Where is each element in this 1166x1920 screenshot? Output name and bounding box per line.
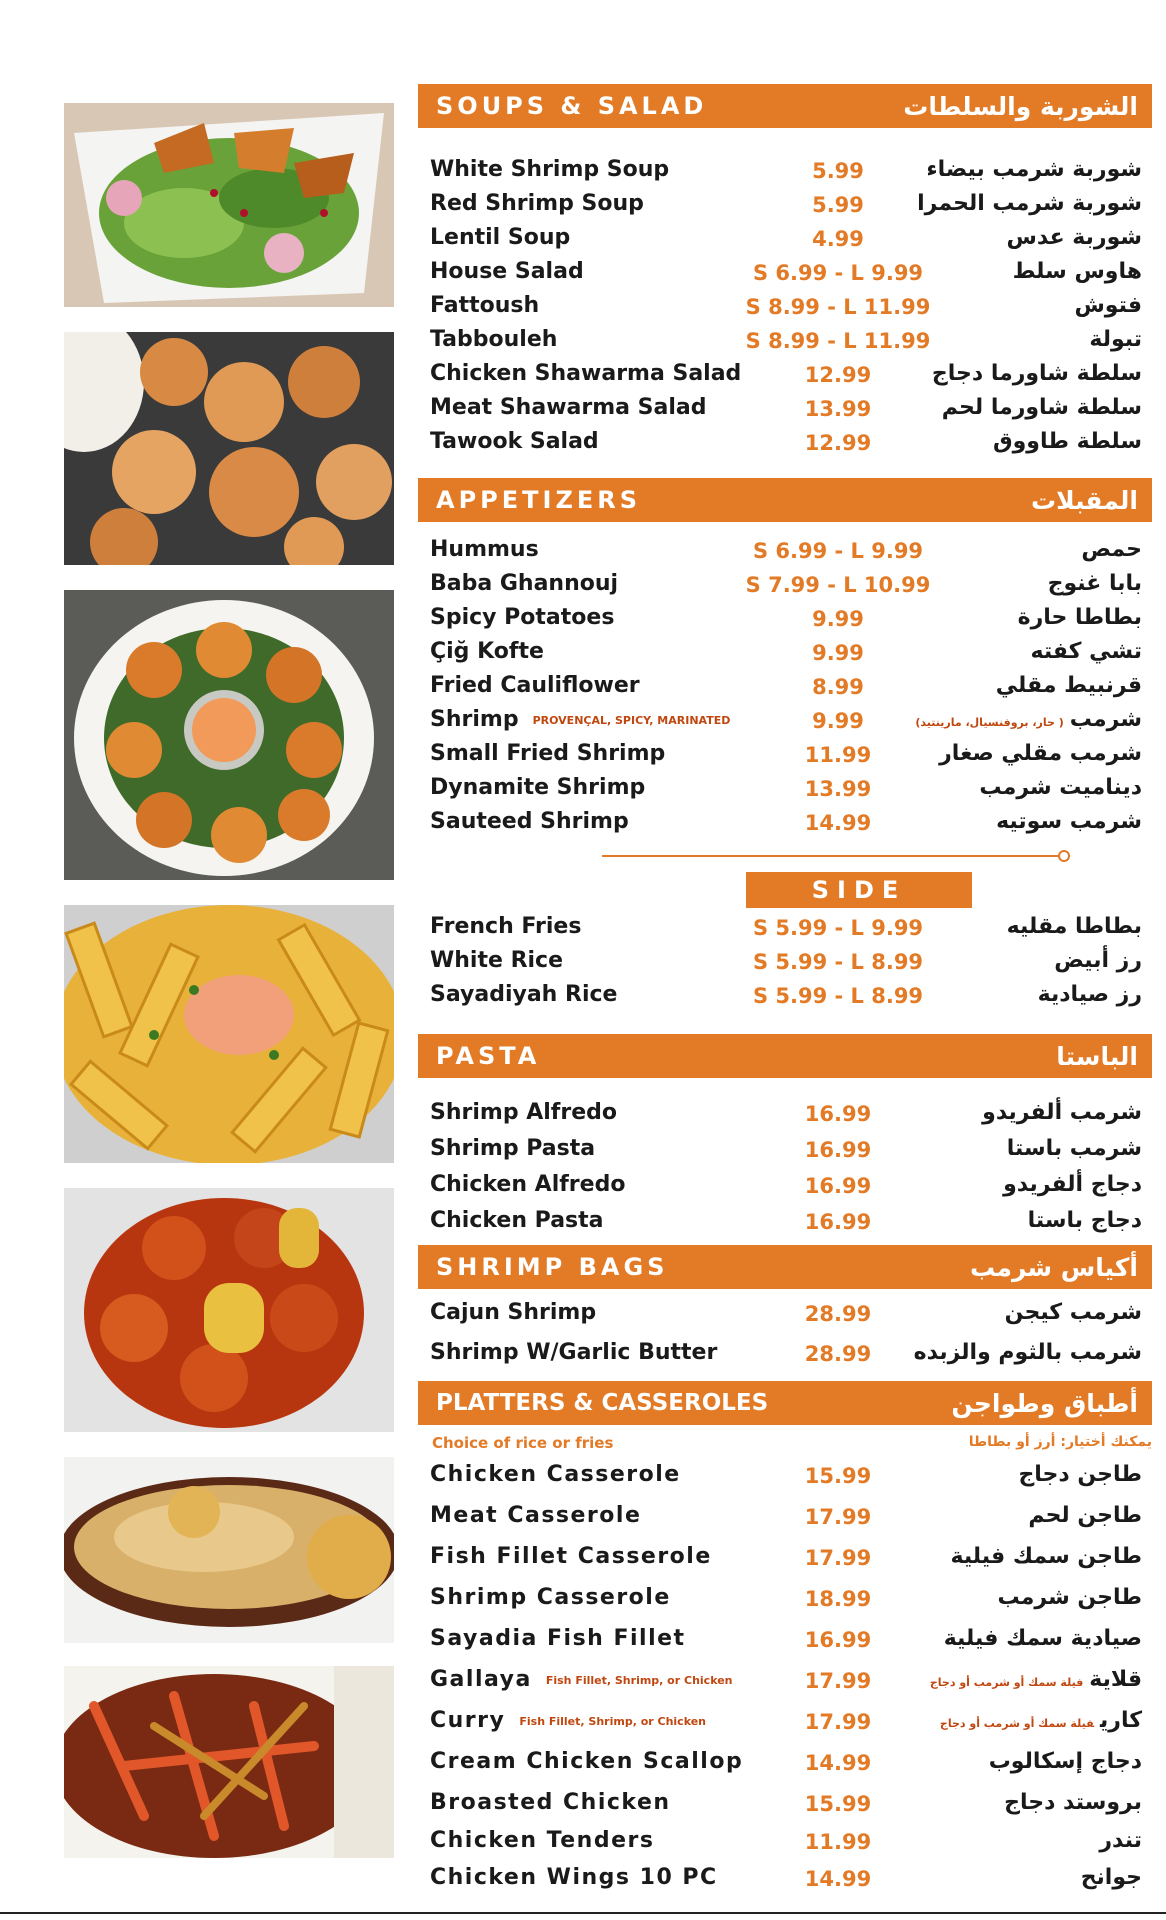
item-price: 16.99 <box>804 1628 872 1652</box>
item-name-ar: سلطة طاووق <box>992 429 1142 454</box>
menu-item <box>418 567 1152 601</box>
menu-item <box>418 357 1152 391</box>
item-price: S 5.99 - L 8.99 <box>752 950 924 974</box>
menu-item <box>418 1132 1152 1168</box>
item-name-ar: تشي كفته <box>1030 639 1142 664</box>
item-price: 5.99 <box>812 193 864 217</box>
item-name-ar: تبولة <box>1089 327 1142 352</box>
item-name: Chicken Tenders <box>430 1828 655 1853</box>
section-title-ar: أكياس شرمب <box>970 1252 1138 1282</box>
menu-item <box>418 1296 1152 1336</box>
item-name: Fish Fillet Casserole <box>430 1544 712 1569</box>
item-price: 16.99 <box>804 1210 872 1234</box>
menu-item <box>418 635 1152 669</box>
section-title-en: APPETIZERS <box>436 486 642 514</box>
item-name-ar: شرمب باستا <box>1006 1136 1142 1161</box>
item-price: 13.99 <box>804 777 872 801</box>
menu-item <box>418 1704 1152 1745</box>
item-name: House Salad <box>430 259 584 284</box>
item-note-ar: فيلة سمك أو شرمب أو دجاج <box>929 1676 1084 1689</box>
item-price: 16.99 <box>804 1174 872 1198</box>
item-name: Shrimp W/Garlic Butter <box>430 1340 718 1365</box>
item-name: Meat Casserole <box>430 1503 642 1528</box>
menu-item <box>418 1204 1152 1240</box>
item-price: 15.99 <box>804 1792 872 1816</box>
item-name-ar: قرنبيط مقلي <box>995 673 1142 698</box>
menu-item <box>418 289 1152 323</box>
item-name-ar: رز صيادية <box>1037 982 1142 1007</box>
item-name: Red Shrimp Soup <box>430 191 644 216</box>
divider-dot-icon <box>1058 850 1070 862</box>
item-name: Dynamite Shrimp <box>430 775 646 800</box>
cauliflower-photo <box>64 332 394 565</box>
menu-list-shrimp-bags <box>418 1296 1152 1376</box>
item-name-ar: ديناميت شرمب <box>979 775 1142 800</box>
menu-list-pasta <box>418 1096 1152 1240</box>
shrimp-bag-photo <box>64 1188 394 1432</box>
item-name-ar: شرمب بالثوم والزبده <box>913 1340 1142 1365</box>
item-price: S 6.99 - L 9.99 <box>752 261 924 285</box>
item-price: 16.99 <box>804 1138 872 1162</box>
item-price: 11.99 <box>804 1830 872 1854</box>
item-name-ar: دجاج ألفريدو <box>1003 1172 1142 1197</box>
item-price: 11.99 <box>804 743 872 767</box>
menu-item <box>418 601 1152 635</box>
menu-item <box>418 1499 1152 1540</box>
item-note: Fish Fillet, Shrimp, or Chicken <box>519 1714 707 1728</box>
section-divider <box>602 855 1062 857</box>
item-name-ar: شوربة عدس <box>1006 225 1142 250</box>
item-note: Fish Fillet, Shrimp, or Chicken <box>545 1673 733 1687</box>
item-name-ar: دجاج إسكالوب <box>988 1749 1142 1774</box>
item-name: Chicken Wings 10 PC <box>430 1865 718 1890</box>
item-price: 16.99 <box>804 1102 872 1126</box>
section-title-ar: الباستا <box>1056 1041 1138 1071</box>
item-name: Chicken Casserole <box>430 1462 681 1487</box>
item-name-ar: فتوش <box>1074 293 1142 318</box>
item-name-ar: بطاطا مقليه <box>1006 914 1142 939</box>
item-price: 15.99 <box>804 1464 872 1488</box>
menu-list-platters <box>418 1458 1152 1898</box>
item-price: 8.99 <box>812 675 864 699</box>
choice-note: Choice of rice or fries <box>432 1434 614 1452</box>
item-name-ar: شرمب سوتيه <box>996 809 1142 834</box>
item-name-ar: شوربة شرمب الحمرا <box>917 191 1142 216</box>
section-header-shrimp-bags <box>418 1245 1152 1289</box>
menu-item <box>418 153 1152 187</box>
menu-item <box>418 187 1152 221</box>
item-name-ar-text: شرمب <box>1069 707 1142 732</box>
item-name-ar: هاوس سلط <box>1012 259 1142 284</box>
menu-item <box>418 533 1152 567</box>
item-name: Small Fried Shrimp <box>430 741 666 766</box>
page-bottom-rule <box>0 1912 1166 1914</box>
item-name: Sayadia Fish Fillet <box>430 1626 686 1651</box>
item-price: 28.99 <box>804 1302 872 1326</box>
item-name-ar-text: قلاية <box>1089 1667 1142 1692</box>
item-name: White Shrimp Soup <box>430 157 670 182</box>
item-name-ar: صيادية سمك فيلية <box>943 1626 1142 1651</box>
item-name-ar: جوانح <box>1080 1865 1142 1890</box>
item-name: Lentil Soup <box>430 225 571 250</box>
menu-item <box>418 771 1152 805</box>
item-price: 28.99 <box>804 1342 872 1366</box>
menu-item <box>418 944 1152 978</box>
item-name: Sauteed Shrimp <box>430 809 629 834</box>
item-name: Shrimp Pasta <box>430 1136 596 1161</box>
item-price: 14.99 <box>804 1751 872 1775</box>
item-name-ar <box>915 707 1142 732</box>
section-title-ar: الشوربة والسلطات <box>903 91 1138 121</box>
item-price: 9.99 <box>812 607 864 631</box>
menu-list-soups <box>418 153 1152 459</box>
shrimp-pasta-photo <box>64 905 394 1163</box>
menu-item <box>418 1581 1152 1622</box>
item-name-text: Gallaya <box>430 1667 532 1692</box>
item-name-ar: شرمب كيجن <box>1004 1300 1142 1325</box>
menu-item <box>418 1786 1152 1824</box>
menu-item <box>418 1745 1152 1786</box>
item-note-ar: ( حار، بروفنسيال، مارينتيد) <box>915 716 1064 729</box>
item-name: Tawook Salad <box>430 429 599 454</box>
item-name: Çiğ Kofte <box>430 639 544 664</box>
item-name-ar: طاجن سمك فيلية <box>950 1544 1142 1569</box>
item-name-ar: حمص <box>1081 537 1142 562</box>
menu-item <box>418 1336 1152 1376</box>
menu-item <box>418 1096 1152 1132</box>
item-price: 17.99 <box>804 1669 872 1693</box>
item-name-ar: طاجن شرمب <box>997 1585 1142 1610</box>
section-header-soups <box>418 84 1152 128</box>
menu-item <box>418 669 1152 703</box>
item-name-ar: بطاطا حارة <box>1017 605 1142 630</box>
item-name: Broasted Chicken <box>430 1790 671 1815</box>
item-price: 13.99 <box>804 397 872 421</box>
item-price: S 5.99 - L 9.99 <box>752 916 924 940</box>
item-name-ar: دجاج باستا <box>1027 1208 1142 1233</box>
item-name: Chicken Pasta <box>430 1208 604 1233</box>
item-name-text: Shrimp <box>430 707 519 732</box>
item-name-ar: بروستد دجاج <box>1004 1790 1142 1815</box>
item-note-ar: فيلة سمك أو شرمب أو دجاج <box>939 1717 1095 1730</box>
menu-item <box>418 910 1152 944</box>
item-name-ar: تندر <box>1099 1828 1142 1853</box>
item-name: Meat Shawarma Salad <box>430 395 707 420</box>
item-name-text: Curry <box>430 1708 506 1733</box>
item-name-ar: رز أبيض <box>1054 948 1142 973</box>
item-name-ar: بابا غنوج <box>1047 571 1142 596</box>
item-price: 9.99 <box>812 641 864 665</box>
item-price: 12.99 <box>804 363 872 387</box>
menu-item <box>418 1622 1152 1663</box>
menu-item <box>418 978 1152 1012</box>
item-name: Chicken Alfredo <box>430 1172 626 1197</box>
item-name-ar: طاجن دجاج <box>1018 1462 1142 1487</box>
item-name: Spicy Potatoes <box>430 605 615 630</box>
item-name: Sayadiyah Rice <box>430 982 618 1007</box>
item-name-ar <box>940 1708 1142 1733</box>
section-title-en: PLATTERS & CASSEROLES <box>436 1390 769 1416</box>
item-price: S 6.99 - L 9.99 <box>752 539 924 563</box>
item-note: PROVENÇAL, SPICY, MARINATED <box>532 713 731 727</box>
menu-item <box>418 805 1152 839</box>
curry-photo <box>64 1666 394 1858</box>
section-title-en: PASTA <box>436 1042 541 1070</box>
section-title-en: SOUPS & SALAD <box>436 92 708 120</box>
item-name-ar: سلطة شاورما لحم <box>941 395 1142 420</box>
menu-item <box>418 255 1152 289</box>
item-name: White Rice <box>430 948 564 973</box>
item-name <box>430 1667 733 1692</box>
item-price: S 7.99 - L 10.99 <box>745 573 931 597</box>
item-name: Fried Cauliflower <box>430 673 640 698</box>
menu-item <box>418 703 1152 737</box>
fried-shrimp-photo <box>64 590 394 880</box>
item-name <box>430 1708 706 1733</box>
item-price: 9.99 <box>812 709 864 733</box>
item-name-ar <box>930 1667 1142 1692</box>
item-name-ar: سلطة شاورما دجاج <box>931 361 1142 386</box>
menu-list-side <box>418 910 1152 1012</box>
item-name: Shrimp Casserole <box>430 1585 671 1610</box>
item-price: S 5.99 - L 8.99 <box>752 984 924 1008</box>
menu-item <box>418 1824 1152 1861</box>
section-header-appetizers <box>418 478 1152 522</box>
item-name: Chicken Shawarma Salad <box>430 361 742 386</box>
casserole-photo <box>64 1457 394 1643</box>
menu-item <box>418 425 1152 459</box>
item-price: 18.99 <box>804 1587 872 1611</box>
menu-list-appetizers <box>418 533 1152 839</box>
section-header-side: SIDE <box>746 872 972 908</box>
section-header-pasta <box>418 1034 1152 1078</box>
item-price: 17.99 <box>804 1505 872 1529</box>
section-title-ar: أطباق وطواجن <box>951 1388 1138 1418</box>
item-price: 12.99 <box>804 431 872 455</box>
item-name: Fattoush <box>430 293 540 318</box>
item-name-ar: شوربة شرمب بيضاء <box>926 157 1142 182</box>
menu-item <box>418 1663 1152 1704</box>
section-title-ar: المقبلات <box>1030 485 1138 515</box>
item-name-ar: طاجن لحم <box>1028 1503 1142 1528</box>
salad-photo <box>64 103 394 307</box>
item-price: 14.99 <box>804 811 872 835</box>
item-name-ar: شرمب ألفريدو <box>982 1100 1142 1125</box>
item-price: 17.99 <box>804 1546 872 1570</box>
menu-item <box>418 737 1152 771</box>
item-name: Hummus <box>430 537 539 562</box>
menu-item <box>418 323 1152 357</box>
item-name: Cream Chicken Scallop <box>430 1749 744 1774</box>
menu-item <box>418 1458 1152 1499</box>
item-name <box>430 707 730 732</box>
item-name: Shrimp Alfredo <box>430 1100 617 1125</box>
menu-item <box>418 391 1152 425</box>
item-price: 5.99 <box>812 159 864 183</box>
item-name-ar: شرمب مقلي صغار <box>939 741 1142 766</box>
item-name: Baba Ghannouj <box>430 571 619 596</box>
item-name: French Fries <box>430 914 582 939</box>
choice-note-ar: يمكنك أختيار: أرز أو بطاطا <box>968 1434 1152 1450</box>
item-price: S 8.99 - L 11.99 <box>745 295 931 319</box>
item-price: S 8.99 - L 11.99 <box>745 329 931 353</box>
menu-item <box>418 1861 1152 1898</box>
item-name: Tabbouleh <box>430 327 558 352</box>
section-title-en: SHRIMP BAGS <box>436 1253 669 1281</box>
item-name-ar-text: كاري <box>1100 1708 1142 1733</box>
menu-item <box>418 1540 1152 1581</box>
menu-item <box>418 1168 1152 1204</box>
item-price: 17.99 <box>804 1710 872 1734</box>
item-price: 14.99 <box>804 1867 872 1891</box>
menu-item <box>418 221 1152 255</box>
section-header-platters <box>418 1381 1152 1425</box>
item-price: 4.99 <box>812 227 864 251</box>
item-name: Cajun Shrimp <box>430 1300 597 1325</box>
